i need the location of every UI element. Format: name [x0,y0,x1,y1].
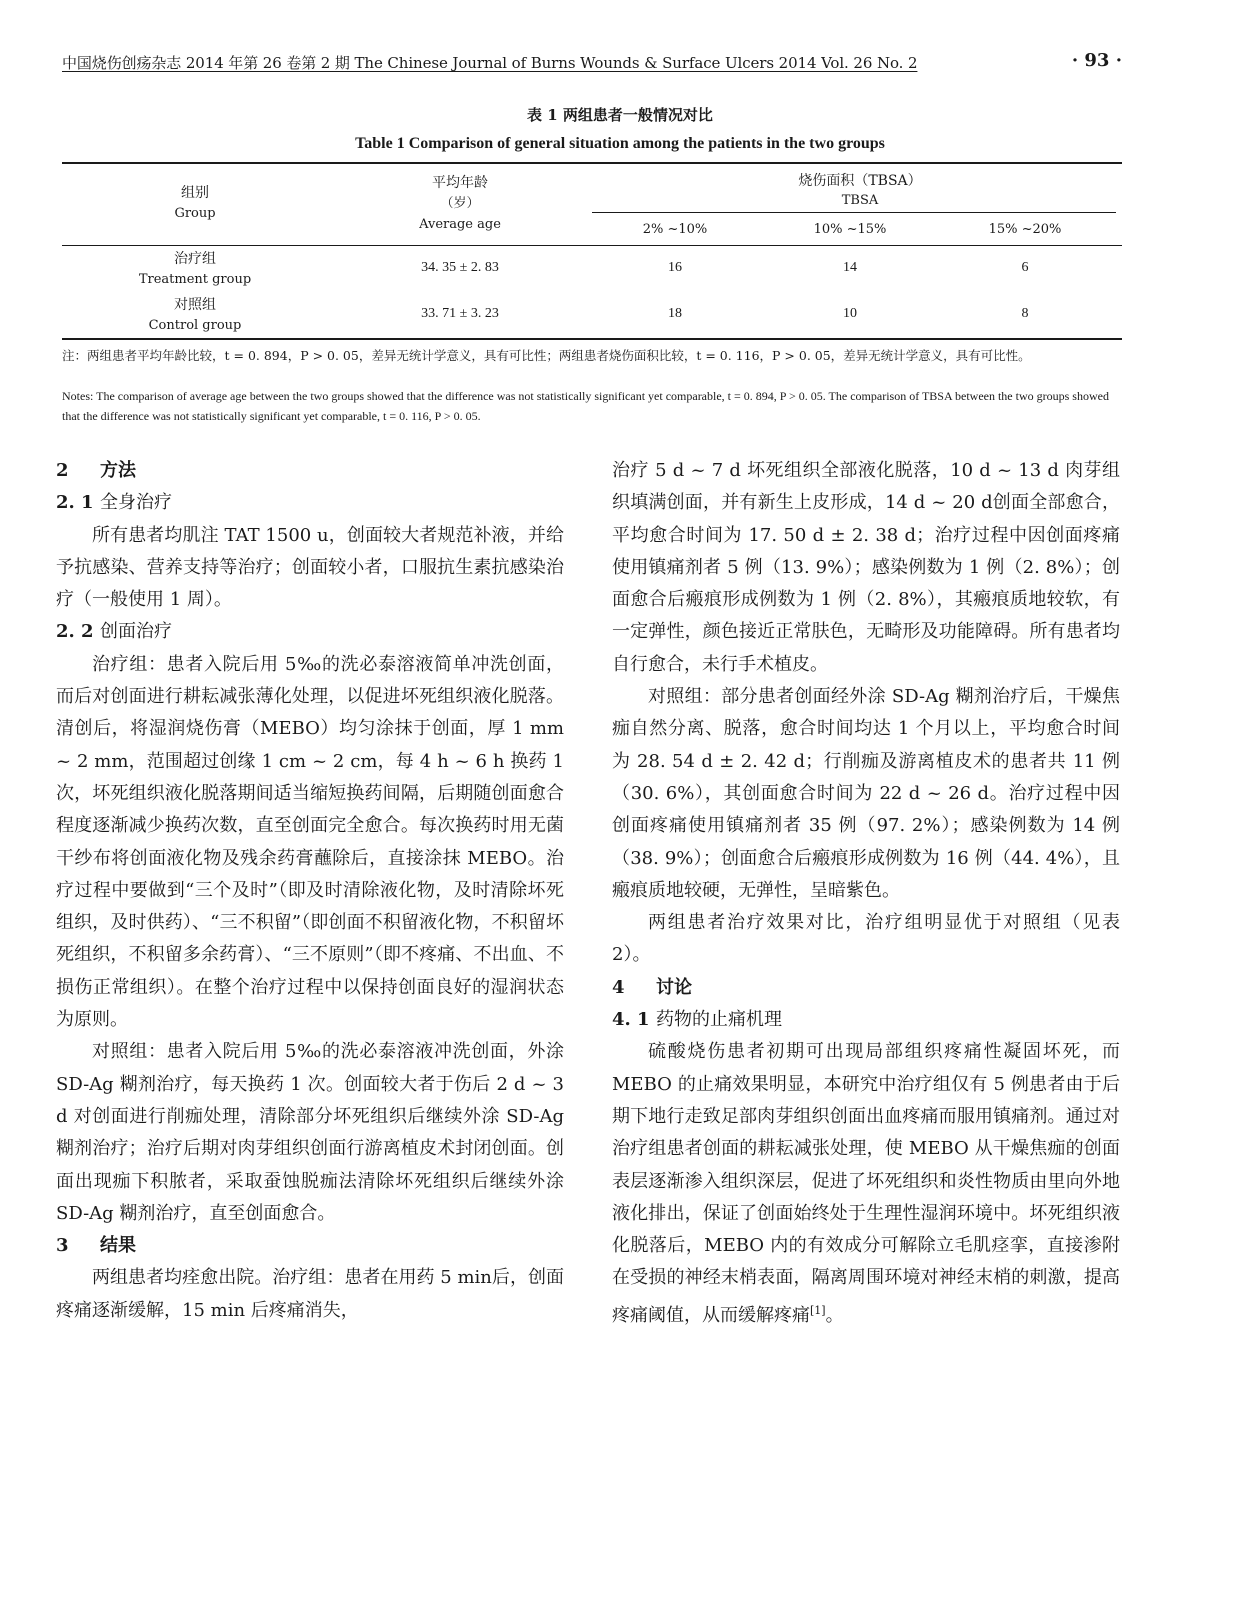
paragraph: 对照组：部分患者创面经外涂 SD-Ag 糊剂治疗后，干燥焦痂自然分离、脱落，愈合时间均达 1 个月以上，平均愈合时间为 28. 54 d ± 2. 42 d；行削痂及游离植皮术的患者共 11 例（30. 6%），其创面愈合时间为 22 d ~ 26 d。治疗过程中因创面疼痛使用镇痛剂者 35 例（97. 2%）；感染例数为 14 例（38. 9%）；创面愈合后瘢痕形成例数为 16 例（44. 4%），且瘢痕质地较硬，无弹性，呈暗紫色。 [612,686,1120,901]
section-heading: 2 方法 [56,460,136,481]
running-head-text: 中国烧伤创疡杂志 2014 年第 26 卷第 2 期 The Chinese Journal of Burns Wounds & Surface Ulcers 2014 Vol. 26 No. 2 [62,54,918,72]
table-bottom-rule [62,338,1122,340]
row-count-3: 6 [1021,260,1029,275]
citation-ref[interactable]: [1] [810,1303,826,1317]
row-group-zh: 对照组 [174,297,216,313]
row-group-en: Control group [148,318,242,333]
header-age-zh: 平均年龄 [432,175,488,191]
paragraph: 治疗 5 d ~ 7 d 坏死组织全部液化脱落，10 d ~ 13 d 肉芽组织填满创面，并有新生上皮形成，14 d ~ 20 d创面全部愈合，平均愈合时间为 17. 50 d ± 2. 38 d；治疗过程中因创面疼痛使用镇痛剂者 5 例（13. 9%）；感染例数为 1 例（2. 8%）；创面愈合后瘢痕形成例数为 1 例（2. 8%），其瘢痕质地较软，有一定弹性，颜色接近正常肤色，无畸形及功能障碍。所有患者均自行愈合，未行手术植皮。 [612,460,1120,675]
table-sub-rule [592,212,1116,213]
header-group-en: Group [174,206,216,221]
row-count-1: 16 [668,260,682,275]
left-column [56,455,564,1327]
header-range-1: 2% ~10% [642,222,708,237]
page-number: · 93 · [1071,50,1122,71]
header-age-en: Average age [419,217,501,232]
row-count-2: 10 [843,306,857,321]
paragraph: 对照组：患者入院后用 5‰的洗必泰溶液冲洗创面，外涂 SD-Ag 糊剂治疗，每天换药 1 次。创面较大者于伤后 2 d ~ 3 d 对创面进行削痂处理，清除部分坏死组织后继续外涂 SD-Ag 糊剂治疗；治疗后期对肉芽组织创面行游离植皮术封闭创面。创面出现痂下积脓者，采取蚕蚀脱痂法清除坏死组织后继续外涂 SD-Ag 糊剂治疗，直至创面愈合。 [56,1041,564,1224]
table-header-rule [62,245,1122,246]
row-group-en: Treatment group [138,272,252,287]
paragraph: 两组患者治疗效果对比，治疗组明显优于对照组（见表 2）。 [612,912,1120,966]
right-column [612,455,1120,1332]
running-head [62,52,1122,76]
row-age: 33. 71 ± 3. 23 [421,306,499,321]
paragraph: 治疗组：患者入院后用 5‰的洗必泰溶液简单冲洗创面，而后对创面进行耕耘减张薄化处理，以促进坏死组织液化脱落。清创后，将湿润烧伤膏（MEBO）均匀涂抹于创面，厚 1 mm ~ 2 mm，范围超过创缘 1 cm ~ 2 cm，每 4 h ~ 6 h 换药 1 次，坏死组织液化脱落期间适当缩短换药间隔，后期随创面愈合程度逐渐减少换药次数，直至创面完全愈合。每次换药时用无菌干纱布将创面液化物及残余药膏蘸除后，直接涂抹 MEBO。治疗过程中要做到“三个及时”（即及时清除液化物，及时清除坏死组织，及时供药）、“三不积留”（即创面不积留液化物，不积留坏死组织，不积留多余药膏）、“三不原则”（即不疼痛、不出血、不损伤正常组织）。在整个治疗过程中以保持创面良好的湿润状态为原则。 [56,653,564,1031]
table-caption-zh: 表 1 两组患者一般情况对比 [527,106,713,124]
paragraph: 两组患者均痊愈出院。治疗组：患者在用药 5 min后，创面疼痛逐渐缓解，15 min 后疼痛消失， [56,1267,564,1321]
subsection-heading: 2. 2 创面治疗 [56,621,172,643]
header-area-en: TBSA [841,193,879,208]
header-area-zh: 烧伤面积（TBSA） [798,173,922,189]
row-count-1: 18 [668,306,682,321]
row-count-3: 8 [1021,306,1029,321]
header-age-unit: （岁） [440,196,480,211]
subsection-heading: 2. 1 全身治疗 [56,492,172,514]
table-note-zh: 注：两组患者平均年龄比较，t = 0. 894，P > 0. 05，差异无统计学意义，具有可比性；两组患者烧伤面积比较，t = 0. 116，P > 0. 05，差异无统计学意义，具有可比性。 [62,348,1031,363]
table-note-en: Notes: The comparison of average age between the two groups showed that the difference was not statistically significant yet comparable, t = 0. 894, P > 0. 05. The comparison of TBSA between the two groups showed that the difference was not statistically significant yet comparable, t = 0. 116, P > 0. 05. [62,389,1109,423]
section-heading: 4 讨论 [612,976,692,998]
header-range-2: 10% ~15% [813,222,887,237]
header-group-zh: 组别 [181,185,209,201]
subsection-heading: 4. 1 药物的止痛机理 [612,1009,782,1031]
table-top-rule [62,162,1122,164]
paragraph: 所有患者均肌注 TAT 1500 u，创面较大者规范补液，并给予抗感染、营养支持等治疗；创面较小者，口服抗生素抗感染治疗（一般使用 1 周）。 [56,524,564,611]
section-heading: 3 结果 [56,1235,136,1257]
table-caption-en: Table 1 Comparison of general situation among the patients in the two groups [355,135,885,152]
row-count-2: 14 [843,260,857,275]
row-age: 34. 35 ± 2. 83 [421,260,499,275]
paragraph: 硫酸烧伤患者初期可出现局部组织疼痛性凝固坏死，而 MEBO 的止痛效果明显，本研究中治疗组仅有 5 例患者由于后期下地行走致足部肉芽组织创面出血疼痛而服用镇痛剂。通过对治疗组患者创面的耕耘减张处理，使 MEBO 从干燥焦痂的创面表层逐渐渗入组织深层，促进了坏死组织和炎性物质由里向外地液化排出，保证了创面始终处于生理性湿润环境中。坏死组织液化脱落后，MEBO 内的有效成分可解除立毛肌痉挛，直接渗附在受损的神经末梢表面，隔离周围环境对神经末梢的刺激，提高疼痛阈值，从而缓解疼痛[1]。 [612,1041,1120,1326]
row-group-zh: 治疗组 [174,251,216,267]
header-range-3: 15% ~20% [988,222,1062,237]
